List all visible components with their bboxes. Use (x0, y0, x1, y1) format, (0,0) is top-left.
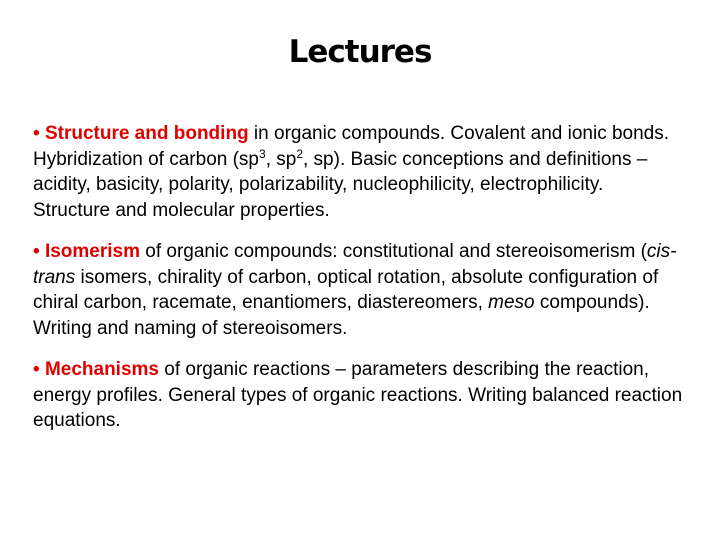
lecture-topics (33, 121, 683, 450)
topic-text: of organic reactions – parameters describing the reaction, energy profiles. General types of organic reactions. Writing balanced reaction equations. (33, 359, 683, 431)
topic-text: in organic compounds. Covalent and ionic bonds. Hybridization of carbon (sp (33, 123, 670, 170)
topic-text: isomers, chirality of carbon, optical rotation, absolute configuration of chiral carbon, racemate, enantiomers, diastereomers, (33, 266, 659, 313)
topic-heading: Mechanisms (44, 359, 159, 380)
topic-structure-bonding (33, 121, 683, 223)
topic-text: of organic compounds: constitutional and stereoisomerism ( (139, 241, 647, 262)
bullet: • (33, 359, 40, 380)
topic-text: , sp). Basic conceptions and definitions – acidity, basicity, polarity, polarizability, nucleophilicity, electrophilicity. Structure and molecular properties. (33, 148, 648, 221)
bullet: • (33, 123, 40, 144)
topic-heading: Isomerism (44, 241, 140, 262)
superscript: 2 (296, 146, 303, 161)
topic-text: compounds). Writing and naming of stereoisomers. (33, 292, 650, 339)
slide-title: Lectures (288, 34, 432, 70)
italic-term: cis-trans (33, 241, 677, 288)
topic-mechanisms (33, 357, 683, 434)
topic-isomerism (33, 239, 683, 341)
superscript: 3 (259, 146, 266, 161)
italic-term: meso (488, 292, 535, 313)
topic-text: , sp (265, 148, 297, 170)
bullet: • (33, 241, 40, 262)
topic-heading: Structure and bonding (44, 123, 249, 144)
